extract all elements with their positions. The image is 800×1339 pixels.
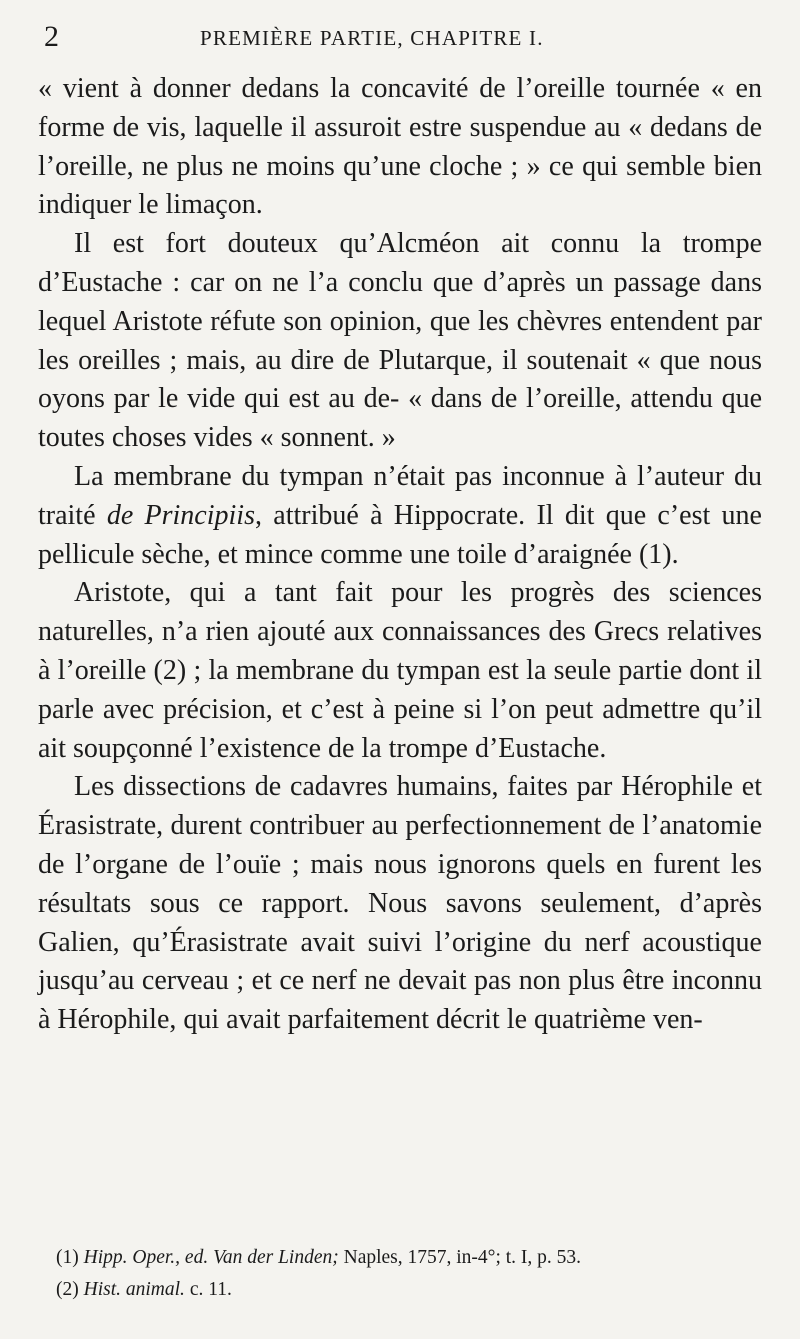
footnote-2-details: c. 11. [184,1279,232,1300]
paragraph-3-text-b: , attribué à Hippocrate. Il dit que c’est une pellicule sèche, et mince comme une toile d’araignée (1). [38,499,762,570]
footnote-1-mark: (1) [56,1247,79,1268]
work-title: de Principiis [106,499,255,531]
running-title: PREMIÈRE PARTIE, CHAPITRE I. [200,26,544,50]
page-header [0,20,800,60]
page-number: 2 [44,20,59,53]
paragraph-5: Les dissections de cadavres humains, faites par Hérophile et Érasistrate, durent contribuer au perfectionnement de l’anatomie de l’organe de l’ouïe ; mais nous ignorons quels en furent les résultats sous ce rapport. Nous savons seulement, d’après Galien, qu’Érasistrate avait suivi l’origine du nerf acoustique jusqu’au cerveau ; et ce nerf ne devait pas non plus être inconnu à Hérophile, qui avait parfaitement décrit le quatrième ven- [38,771,762,1036]
footnote-2-source: Hist. animal. [83,1279,185,1300]
footnote-1-details: Naples, 1757, in-4°; t. I, p. 53. [338,1247,582,1268]
paragraph-3 [38,458,762,574]
paragraph-1: « vient à donner dedans la concavité de l’oreille tournée « en forme de vis, laquelle il assuroit estre suspendue au « dedans de l’oreille, ne plus ne moins qu’une cloche ; » ce qui semble bien indiquer le limaçon. [38,73,762,221]
footnote-2-mark: (2) [56,1279,79,1300]
paragraph-4: Aristote, qui a tant fait pour les progrès des sciences naturelles, n’a rien ajouté aux connaissances des Grecs relatives à l’oreille (2) ; la membrane du tympan est la seule partie dont il parle avec précision, et c’est à peine si l’on peut admettre qu’il ait soupçonné l’existence de la trompe d’Eustache. [38,577,762,764]
footnotes [56,1242,766,1306]
paragraph-2: Il est fort douteux qu’Alcméon ait connu la trompe d’Eustache : car on ne l’a conclu que d’après un passage dans lequel Aristote réfute son opinion, que les chèvres entendent par les oreilles ; mais, au dire de Plutarque, il soutenait « que nous oyons par le vide qui est au de- « dans de l’oreille, attendu que toutes choses vides « sonnent. » [38,228,762,454]
body-text [38,70,762,1040]
paragraph-3-text-a: La membrane du tympan n’était pas inconnue à l’auteur du traité [38,460,762,531]
footnote-1 [56,1242,766,1274]
footnote-1-source: Hipp. Oper., ed. Van der Linden; [83,1247,339,1268]
footnote-2 [56,1274,766,1306]
